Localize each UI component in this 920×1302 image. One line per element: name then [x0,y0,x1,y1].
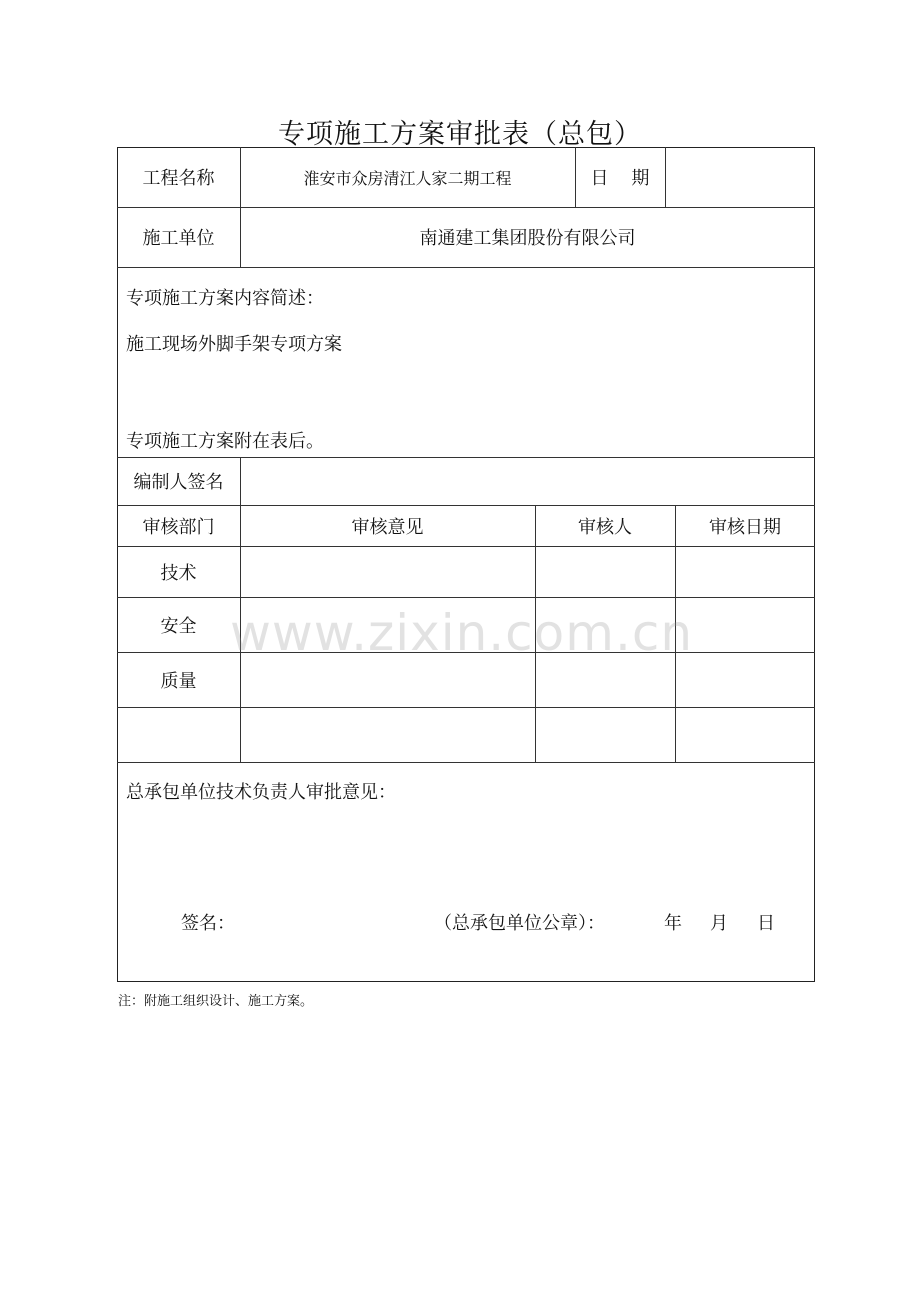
project-name-value[interactable]: 淮安市众房清江人家二期工程 [303,168,512,188]
sign-label: 签名： [181,913,235,934]
row-divider [117,762,815,763]
summary-content: 施工现场外脚手架专项方案 [126,334,342,355]
summary-label: 专项施工方案内容简述： [126,288,324,309]
summary-attach-note: 专项施工方案附在表后。 [126,431,324,452]
form-title: 专项施工方案审批表（总包） [278,119,642,150]
review-header-department: 审核部门 [142,516,215,538]
day-label: 日 [757,913,775,934]
review-dept-quality: 质量 [160,670,197,692]
contractor-label: 施工单位 [142,228,215,249]
review-dept-technical: 技术 [160,562,197,584]
watermark: www.zixin.com.cn [230,604,694,662]
review-header-opinion: 审核意见 [351,516,424,538]
review-dept-blank [117,707,240,762]
footnote: 注：附施工组织设计、施工方案。 [118,994,314,1009]
compiler-signature-field[interactable] [240,457,815,505]
seal-label: （总承包单位公章）： [434,913,605,934]
date-label [575,147,665,207]
review-header-reviewer: 审核人 [578,516,632,538]
contractor-value[interactable]: 南通建工集团股份有限公司 [419,228,636,249]
compiler-label: 编制人签名 [133,472,224,493]
date-label-text: 日 期 [590,168,650,189]
review-header-date: 审核日期 [709,516,781,538]
year-label: 年 [664,913,682,934]
approval-label: 总承包单位技术负责人审批意见： [126,782,396,803]
date-value[interactable] [665,147,815,207]
project-name-label: 工程名称 [142,168,215,189]
row-divider [117,267,815,268]
review-dept-safety: 安全 [160,615,197,637]
month-label: 月 [710,913,728,934]
